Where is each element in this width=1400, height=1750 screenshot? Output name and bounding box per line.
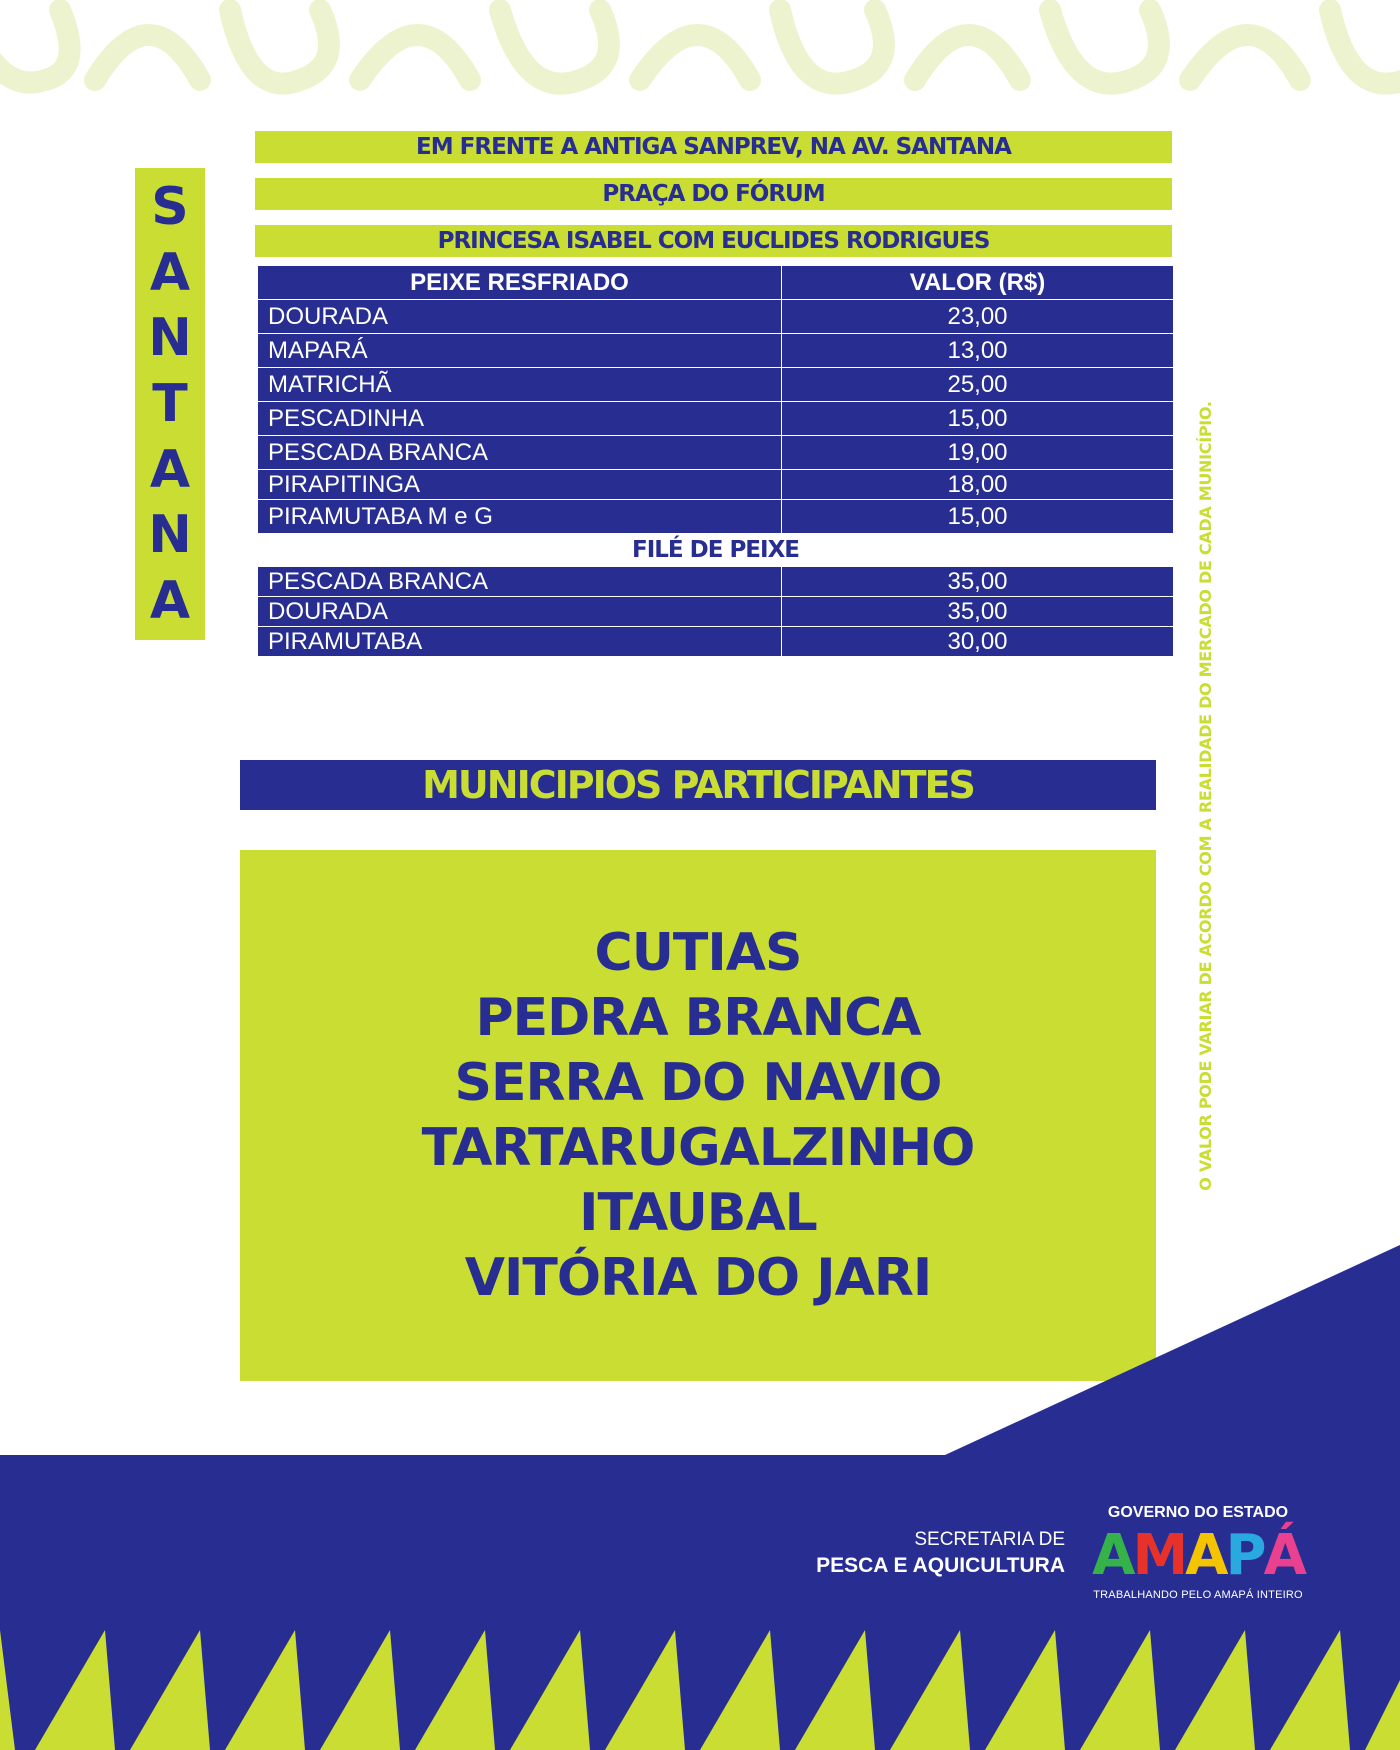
fish-price: 30,00 bbox=[782, 627, 1174, 657]
governo-amapa-logo bbox=[1078, 1503, 1318, 1601]
fish-price: 25,00 bbox=[782, 368, 1174, 402]
town-name: TARTARUGALZINHO bbox=[421, 1117, 975, 1178]
city-letter: T bbox=[152, 373, 188, 434]
fish-name: DOURADA bbox=[258, 597, 782, 627]
secretaria-logo bbox=[816, 1527, 1065, 1580]
column-header-fish: PEIXE RESFRIADO bbox=[258, 266, 782, 300]
town-name: SERRA DO NAVIO bbox=[454, 1052, 942, 1113]
fish-name: DOURADA bbox=[258, 300, 782, 334]
city-letter: N bbox=[148, 505, 192, 566]
town-name: CUTIAS bbox=[594, 922, 802, 983]
brand-letter: P bbox=[1225, 1523, 1264, 1588]
fish-name: MAPARÁ bbox=[258, 334, 782, 368]
fish-price: 13,00 bbox=[782, 334, 1174, 368]
fish-name: PIRAPITINGA bbox=[258, 470, 782, 500]
fish-price: 15,00 bbox=[782, 402, 1174, 436]
section-title-file: FILÉ DE PEIXE bbox=[258, 534, 1174, 567]
fish-name: PESCADINHA bbox=[258, 402, 782, 436]
town-name: PEDRA BRANCA bbox=[475, 987, 921, 1048]
brand-letter: A bbox=[1185, 1523, 1226, 1588]
secretaria-line2: PESCA E AQUICULTURA bbox=[816, 1554, 1065, 1577]
fish-name: PIRAMUTABA M e G bbox=[258, 500, 782, 534]
fish-price: 18,00 bbox=[782, 470, 1174, 500]
fish-name: PIRAMUTABA bbox=[258, 627, 782, 657]
fish-price: 35,00 bbox=[782, 597, 1174, 627]
column-header-value: VALOR (R$) bbox=[782, 266, 1174, 300]
fish-price: 19,00 bbox=[782, 436, 1174, 470]
brand-letter: M bbox=[1132, 1523, 1186, 1588]
fish-price: 23,00 bbox=[782, 300, 1174, 334]
brand-letter: Á bbox=[1263, 1523, 1304, 1588]
town-name: ITAUBAL bbox=[579, 1182, 817, 1243]
price-disclaimer: O VALOR PODE VARIAR DE ACORDO COM A REALIDADE DO MERCADO DE CADA MUNICÍPIO. bbox=[1196, 401, 1215, 1191]
fish-price: 15,00 bbox=[782, 500, 1174, 534]
brand-letter: A bbox=[1092, 1523, 1133, 1588]
location-bar: EM FRENTE A ANTIGA SANPREV, NA AV. SANTANA bbox=[255, 131, 1172, 163]
location-bar: PRINCESA ISABEL COM EUCLIDES RODRIGUES bbox=[255, 225, 1172, 257]
city-letter: S bbox=[151, 176, 189, 237]
fish-name: PESCADA BRANCA bbox=[258, 567, 782, 597]
fish-price: 35,00 bbox=[782, 567, 1174, 597]
secretaria-line1: SECRETARIA DE bbox=[914, 1529, 1065, 1550]
gov-line1: GOVERNO DO ESTADO bbox=[1107, 1504, 1289, 1521]
municipios-title: MUNICIPIOS PARTICIPANTES bbox=[240, 760, 1156, 810]
city-letter: A bbox=[149, 439, 191, 500]
city-letter: N bbox=[148, 308, 192, 369]
city-letter: A bbox=[149, 571, 191, 632]
fish-name: PESCADA BRANCA bbox=[258, 436, 782, 470]
amapa-wordmark bbox=[1078, 1523, 1318, 1588]
city-letter: A bbox=[149, 242, 191, 303]
town-name: VITÓRIA DO JARI bbox=[464, 1247, 932, 1308]
fish-name: MATRICHÃ bbox=[258, 368, 782, 402]
gov-line3: TRABALHANDO PELO AMAPÁ INTEIRO bbox=[1093, 1589, 1303, 1601]
location-bar: PRAÇA DO FÓRUM bbox=[255, 178, 1172, 210]
